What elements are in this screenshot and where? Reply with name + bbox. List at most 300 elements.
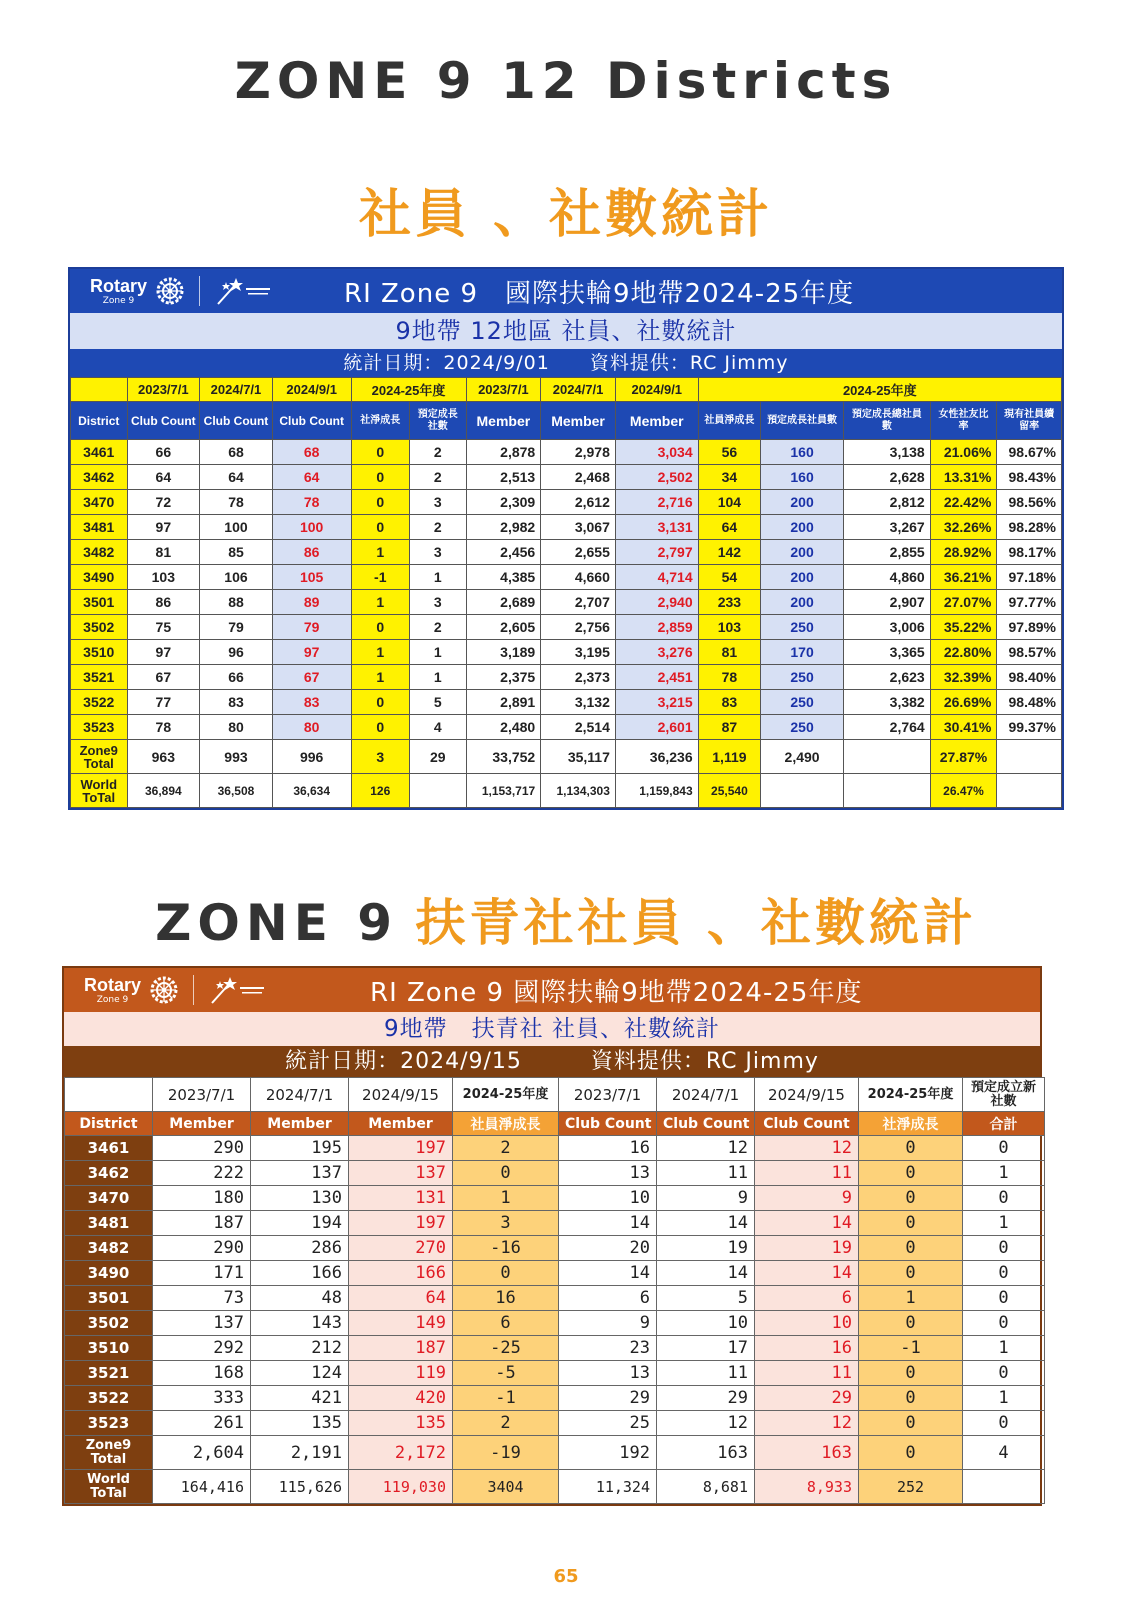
row-label-cell [71,740,128,774]
column-header: Member [466,402,541,440]
row-label-line: ToTal [82,789,116,805]
table-cell: 11 [755,1161,859,1186]
table-cell: 13.31% [930,465,997,490]
table-cell: 200 [761,565,844,590]
table-cell: 14 [559,1261,657,1286]
heading3-zone: ZONE 9 [155,894,399,952]
table-cell: 963 [127,740,200,774]
table-cell: 2,907 [843,590,930,615]
table-cell: 250 [761,665,844,690]
table-cell: 2,628 [843,465,930,490]
table-cell: -5 [453,1361,559,1386]
table-cell: 160 [761,465,844,490]
table-cell: 2,812 [843,490,930,515]
table-cell: 421 [251,1386,349,1411]
table-cell: 0 [963,1186,1045,1211]
table-cell: 119,030 [349,1470,453,1504]
table-cell: 73 [153,1286,251,1311]
table-cell: 0 [859,1261,963,1286]
table2-title: RI Zone 9 國際扶輪9地帶2024-25年度 [370,977,863,1008]
table-cell: 168 [153,1361,251,1386]
table-cell: 19 [657,1236,755,1261]
table-cell: 4,860 [843,565,930,590]
column-header: Member [615,402,698,440]
table-cell: 27.87% [930,740,997,774]
table-cell: 3,132 [541,690,616,715]
table-row [65,1261,1045,1286]
table-cell: 5 [657,1286,755,1311]
table-cell: 106 [200,565,273,590]
table-cell: 1,159,843 [615,774,698,808]
table-cell: 83 [200,690,273,715]
table-cell: 83 [272,690,351,715]
date-header: 2024/7/1 [251,1078,349,1112]
rotary-logo [70,269,310,313]
row-label-line: Total [90,1451,127,1467]
table-cell: 137 [251,1161,349,1186]
table-row [65,1236,1045,1261]
table-cell: 26.47% [930,774,997,808]
column-header: Member [541,402,616,440]
table-cell: 0 [859,1311,963,1336]
table-cell: 270 [349,1236,453,1261]
table-cell: 28.92% [930,540,997,565]
table-row [65,1386,1045,1411]
table-cell: 2,940 [615,590,698,615]
row-label-line: World [80,776,118,792]
table-cell: 252 [859,1470,963,1504]
table-cell: 12 [657,1411,755,1436]
date-header: 2024/9/15 [349,1078,453,1112]
date-header: 2023/7/1 [559,1078,657,1112]
table-cell: 2 [453,1411,559,1436]
table-cell: 290 [153,1136,251,1161]
table-cell: 14 [559,1211,657,1236]
column-header: Club Count [657,1112,755,1136]
table-cell: 9 [755,1186,859,1211]
district-cell: 3502 [71,615,128,640]
district-cell: 3521 [71,665,128,690]
table-cell: 86 [127,590,200,615]
table-cell: 67 [127,665,200,690]
table-cell: 3 [453,1211,559,1236]
world-total-row [65,1470,1045,1504]
district-cell: 3482 [65,1236,153,1261]
table-cell: 166 [349,1261,453,1286]
table-cell: 11 [755,1361,859,1386]
row-label-line: Total [83,755,114,771]
table-cell: 200 [761,590,844,615]
district-cell: 3490 [65,1261,153,1286]
table-cell: 2,756 [541,615,616,640]
table-cell: 78 [127,715,200,740]
table-cell: 12 [755,1136,859,1161]
table-row [71,590,1062,615]
table-cell: 163 [755,1436,859,1470]
date-header: 2024/7/1 [200,378,273,402]
table-cell: 3,215 [615,690,698,715]
table-cell: 1 [351,665,410,690]
district-cell: 3470 [71,490,128,515]
table-cell: 1 [453,1186,559,1211]
table-cell: 97 [127,640,200,665]
table-cell: 130 [251,1186,349,1211]
rotary-logo [64,968,304,1012]
table-row [65,1311,1045,1336]
column-header: 社淨成長 [351,402,410,440]
table-cell: 17 [657,1336,755,1361]
date-header: 2024/9/1 [272,378,351,402]
district-cell: 3482 [71,540,128,565]
table-cell [997,740,1062,774]
date-header: 2024-25年度 [351,378,466,402]
table-cell: 103 [127,565,200,590]
table-cell: 54 [698,565,761,590]
table-cell: 0 [453,1161,559,1186]
table-cell: 2,982 [466,515,541,540]
table-cell: 135 [251,1411,349,1436]
table-cell: 993 [200,740,273,774]
table-cell: 98.56% [997,490,1062,515]
section-title-rotaract [0,883,1132,955]
table-cell: 16 [453,1286,559,1311]
table-cell: 4 [963,1436,1045,1470]
table-cell: 2,513 [466,465,541,490]
table-cell: 163 [657,1436,755,1470]
table-cell: -1 [453,1386,559,1411]
table-cell: 8,681 [657,1470,755,1504]
table-cell: 250 [761,615,844,640]
table-cell: 160 [761,440,844,465]
table-cell: 64 [200,465,273,490]
table-cell: 67 [272,665,351,690]
table-cell: 81 [127,540,200,565]
table-cell: 126 [351,774,410,808]
table-cell: 3,138 [843,440,930,465]
table-cell: 11,324 [559,1470,657,1504]
table-cell: 1 [963,1161,1045,1186]
table-cell: 1 [410,640,467,665]
date-header: 2024-25年度 [453,1078,559,1112]
table-cell: 4,660 [541,565,616,590]
table-cell: 2,456 [466,540,541,565]
table-cell: 3 [410,540,467,565]
table-cell: 3,382 [843,690,930,715]
column-header: 社淨成長 [859,1112,963,1136]
table-cell [761,774,844,808]
table-cell: 2,855 [843,540,930,565]
table-row [71,690,1062,715]
table-cell: 32.39% [930,665,997,690]
table-cell: 98.17% [997,540,1062,565]
table-cell: 14 [755,1261,859,1286]
table-cell: 36.21% [930,565,997,590]
table-cell: 98.67% [997,440,1062,465]
table-cell: 99.37% [997,715,1062,740]
table-cell: 34 [698,465,761,490]
table-cell: 98.43% [997,465,1062,490]
row-label-cell [65,1436,153,1470]
table-cell: 3,034 [615,440,698,465]
table-cell: 25 [559,1411,657,1436]
table-cell: 2,490 [761,740,844,774]
table-cell: 0 [859,1361,963,1386]
table-cell: 3,365 [843,640,930,665]
table-cell: 292 [153,1336,251,1361]
column-header: 預定成長總社員數 [843,402,930,440]
table-cell: 131 [349,1186,453,1211]
table-row [65,1286,1045,1311]
table-cell: 0 [859,1436,963,1470]
table-cell: 3,276 [615,640,698,665]
date-header: 2023/7/1 [127,378,200,402]
table-cell: 0 [859,1136,963,1161]
column-header: 社員淨成長 [453,1112,559,1136]
table-cell: -25 [453,1336,559,1361]
table-cell: 9 [657,1186,755,1211]
table-cell: 187 [153,1211,251,1236]
table-cell: 72 [127,490,200,515]
table-cell: 80 [272,715,351,740]
table-row [65,1361,1045,1386]
table-cell [410,774,467,808]
table-cell: 87 [698,715,761,740]
table-row [71,565,1062,590]
table-cell: 3 [351,740,410,774]
table-cell: 2,612 [541,490,616,515]
table-cell: 48 [251,1286,349,1311]
table-cell: 80 [200,715,273,740]
table-cell: 420 [349,1386,453,1411]
date-header: 2024-25年度 [698,378,1061,402]
table-cell: 97.77% [997,590,1062,615]
table-cell: 194 [251,1211,349,1236]
section-title-members: 社員 、社數統計 [358,185,774,245]
table-cell: 1 [963,1211,1045,1236]
table-row [71,540,1062,565]
district-cell: 3490 [71,565,128,590]
table-cell: 2,373 [541,665,616,690]
table-cell: 3404 [453,1470,559,1504]
table-cell: 2,764 [843,715,930,740]
column-header: Member [251,1112,349,1136]
table-cell: 2,605 [466,615,541,640]
table-banner [70,269,1062,313]
row-label-line: World [87,1471,130,1487]
column-header: Club Count [200,402,273,440]
table-cell: 0 [859,1411,963,1436]
table-cell: 2,451 [615,665,698,690]
table-cell: 20 [559,1236,657,1261]
table-cell: 222 [153,1161,251,1186]
table-row [71,715,1062,740]
column-header: Club Count [127,402,200,440]
district-cell: 3461 [71,440,128,465]
table-cell: 1 [410,565,467,590]
table-cell: 0 [859,1186,963,1211]
table-cell: 3,131 [615,515,698,540]
table-cell: 0 [963,1411,1045,1436]
table-cell: 29 [755,1386,859,1411]
table-cell: 36,236 [615,740,698,774]
date-header: 2024/9/15 [755,1078,859,1112]
table-cell [843,774,930,808]
table1-column-header-row [71,402,1062,440]
table-cell: 22.80% [930,640,997,665]
table-cell: 250 [761,715,844,740]
table-row [65,1161,1045,1186]
table-cell: 0 [351,615,410,640]
date-header: 2024/7/1 [657,1078,755,1112]
table-cell: 33,752 [466,740,541,774]
table-cell: 2,375 [466,665,541,690]
magic-of-rotary-logo-icon [208,975,268,1005]
district-cell: 3510 [65,1336,153,1361]
table-cell: 98.48% [997,690,1062,715]
table-cell: 36,894 [127,774,200,808]
table-cell: -1 [351,565,410,590]
district-cell: 3461 [65,1136,153,1161]
table-cell: 78 [200,490,273,515]
table-cell: 29 [559,1386,657,1411]
table-cell: 23 [559,1336,657,1361]
table-cell: 180 [153,1186,251,1211]
table-cell: 2,468 [541,465,616,490]
table-cell: 64 [698,515,761,540]
table-cell: 22.42% [930,490,997,515]
column-header: District [71,402,128,440]
row-label-cell [71,774,128,808]
column-header: 女性社友比率 [930,402,997,440]
table-cell: 3,067 [541,515,616,540]
table-cell: 105 [272,565,351,590]
table-row [71,440,1062,465]
table-cell: 0 [859,1161,963,1186]
table-cell: 100 [272,515,351,540]
table-cell: 64 [349,1286,453,1311]
table-cell: 3 [410,590,467,615]
table-cell: 2,978 [541,440,616,465]
table-cell: 2,707 [541,590,616,615]
table-cell: 26.69% [930,690,997,715]
table-cell: 1,119 [698,740,761,774]
table-cell: 0 [351,490,410,515]
table-cell: 2 [410,440,467,465]
table-row [71,490,1062,515]
table-cell: 19 [755,1236,859,1261]
magic-of-rotary-logo-icon [214,276,274,306]
table-cell: 66 [200,665,273,690]
table1-subtitle: 9地帶 12地區 社員、社數統計 [70,313,1062,349]
column-header: District [65,1112,153,1136]
table-cell: 96 [200,640,273,665]
table-cell: 2,716 [615,490,698,515]
table-cell: -19 [453,1436,559,1470]
table-cell: 56 [698,440,761,465]
table-cell: 2,891 [466,690,541,715]
table-cell: 0 [859,1211,963,1236]
table2-date-row [65,1078,1045,1112]
rotary-wordmark: Rotary [84,974,142,995]
table2-info: 統計日期：2024/9/15 資料提供：RC Jimmy [64,1046,1040,1077]
row-label-line: ToTal [90,1485,127,1501]
table-cell: 14 [755,1211,859,1236]
table-cell: 78 [698,665,761,690]
table-cell: 142 [698,540,761,565]
table-cell: 14 [657,1261,755,1286]
district-cell: 3462 [71,465,128,490]
table-cell: 79 [272,615,351,640]
table1-info: 統計日期：2024/9/01 資料提供：RC Jimmy [70,349,1062,377]
table-row [71,665,1062,690]
table-cell: 10 [755,1311,859,1336]
table-cell: 29 [410,740,467,774]
table-cell: 197 [349,1211,453,1236]
table-cell: 0 [963,1236,1045,1261]
table-cell: 64 [127,465,200,490]
table-cell: 29 [657,1386,755,1411]
table-cell: 3,267 [843,515,930,540]
table-cell: 81 [698,640,761,665]
table-cell: 100 [200,515,273,540]
rotary-zone-label: Zone 9 [102,295,135,306]
table-cell: 1 [351,590,410,615]
table-cell: 1 [351,640,410,665]
district-cell: 3522 [65,1386,153,1411]
table-cell: 2,502 [615,465,698,490]
table2-grid [64,1077,1045,1504]
table-cell: 36,508 [200,774,273,808]
table-cell: 0 [963,1311,1045,1336]
table-cell: 187 [349,1336,453,1361]
table-cell [843,740,930,774]
row-label-line: Zone9 [79,742,118,758]
table-cell: 2,480 [466,715,541,740]
date-header: 2024-25年度 [859,1078,963,1112]
table-cell: 6 [559,1286,657,1311]
table-cell: 2 [410,515,467,540]
table-row [71,465,1062,490]
table-cell: 2 [410,465,467,490]
date-header: 2023/7/1 [153,1078,251,1112]
table-cell: 6 [453,1311,559,1336]
district-stats-table [68,267,1064,810]
table-cell: 1,134,303 [541,774,616,808]
district-cell: 3481 [65,1211,153,1236]
date-header: 2024/9/1 [615,378,698,402]
table-cell: 104 [698,490,761,515]
table-cell: 1 [859,1286,963,1311]
table-row [65,1136,1045,1161]
table-cell: 9 [559,1311,657,1336]
table-cell: 86 [272,540,351,565]
column-header: 預定成長社員數 [761,402,844,440]
district-cell: 3501 [71,590,128,615]
table-cell: 103 [698,615,761,640]
table-cell: 25,540 [698,774,761,808]
table-cell: 0 [859,1236,963,1261]
table-cell: 14 [657,1211,755,1236]
table-cell: 16 [755,1336,859,1361]
table-cell: 0 [351,440,410,465]
table-cell: 166 [251,1261,349,1286]
column-header: Member [349,1112,453,1136]
table-cell: 2,514 [541,715,616,740]
table-row [71,515,1062,540]
page-heading-zone9: ZONE 9 12 Districts [234,52,898,110]
table-cell: 10 [657,1311,755,1336]
row-label-cell [65,1470,153,1504]
